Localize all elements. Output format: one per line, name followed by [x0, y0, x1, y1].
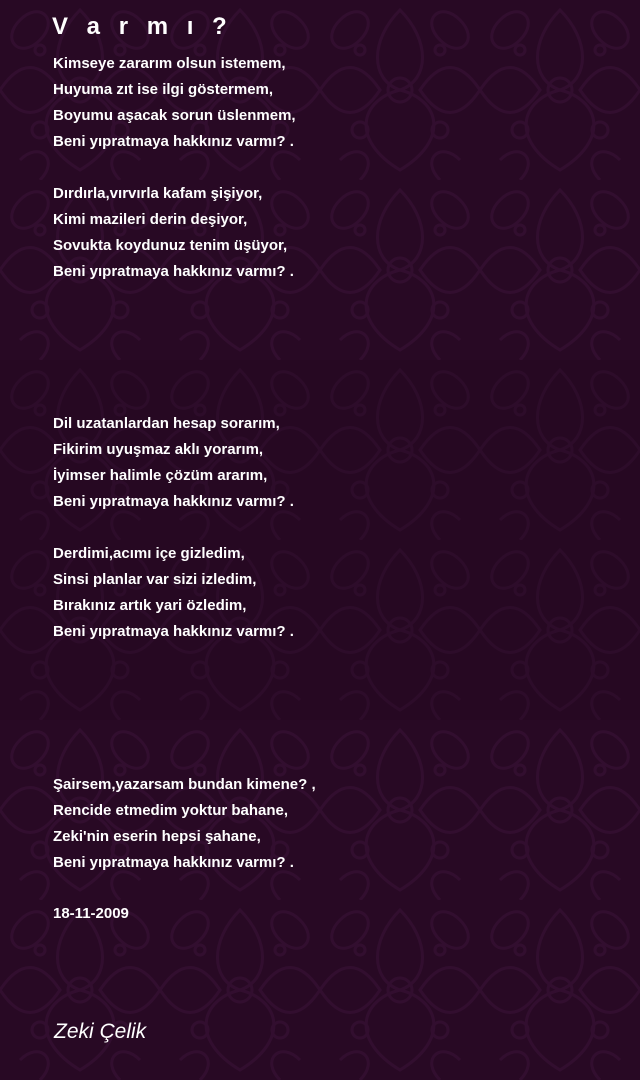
poem-line: Bırakınız artık yari özledim, [53, 597, 247, 614]
poem-line: Dırdırla,vırvırla kafam şişiyor, [53, 185, 263, 202]
poem-line: Fikirim uyuşmaz aklı yorarım, [53, 441, 264, 458]
poem-line: Şairsem,yazarsam bundan kimene? , [53, 776, 316, 793]
poem-line: Beni yıpratmaya hakkınız varmı? . [53, 133, 294, 150]
poem-line: Beni yıpratmaya hakkınız varmı? . [53, 493, 294, 510]
poem-line: Sinsi planlar var sizi izledim, [53, 571, 257, 588]
poem-line: Kimseye zararım olsun istemem, [53, 55, 286, 72]
poem-title: V a r m ı ? [52, 13, 233, 40]
poem-line: Derdimi,acımı içe gizledim, [53, 545, 245, 562]
poem-line: Sovukta koydunuz tenim üşüyor, [53, 237, 288, 254]
poem-author: Zeki Çelik [54, 1020, 147, 1043]
poem-line: Rencide etmedim yoktur bahane, [53, 802, 289, 819]
poem-line: Beni yıpratmaya hakkınız varmı? . [53, 263, 294, 280]
poem-line: Beni yıpratmaya hakkınız varmı? . [53, 854, 294, 871]
poem-date: 18-11-2009 [53, 905, 129, 922]
poem-line: Huyuma zıt ise ilgi göstermem, [53, 81, 274, 98]
poem-line: Beni yıpratmaya hakkınız varmı? . [53, 623, 294, 640]
poem-line: Kimi mazileri derin deşiyor, [53, 211, 248, 228]
poem-line: Dil uzatanlardan hesap sorarım, [53, 415, 280, 432]
poem-line: Zeki'nin eserin hepsi şahane, [53, 828, 261, 845]
poem-line: İyimser halimle çözüm ararım, [53, 467, 268, 484]
poem-line: Boyumu aşacak sorun üslenmem, [53, 107, 296, 124]
